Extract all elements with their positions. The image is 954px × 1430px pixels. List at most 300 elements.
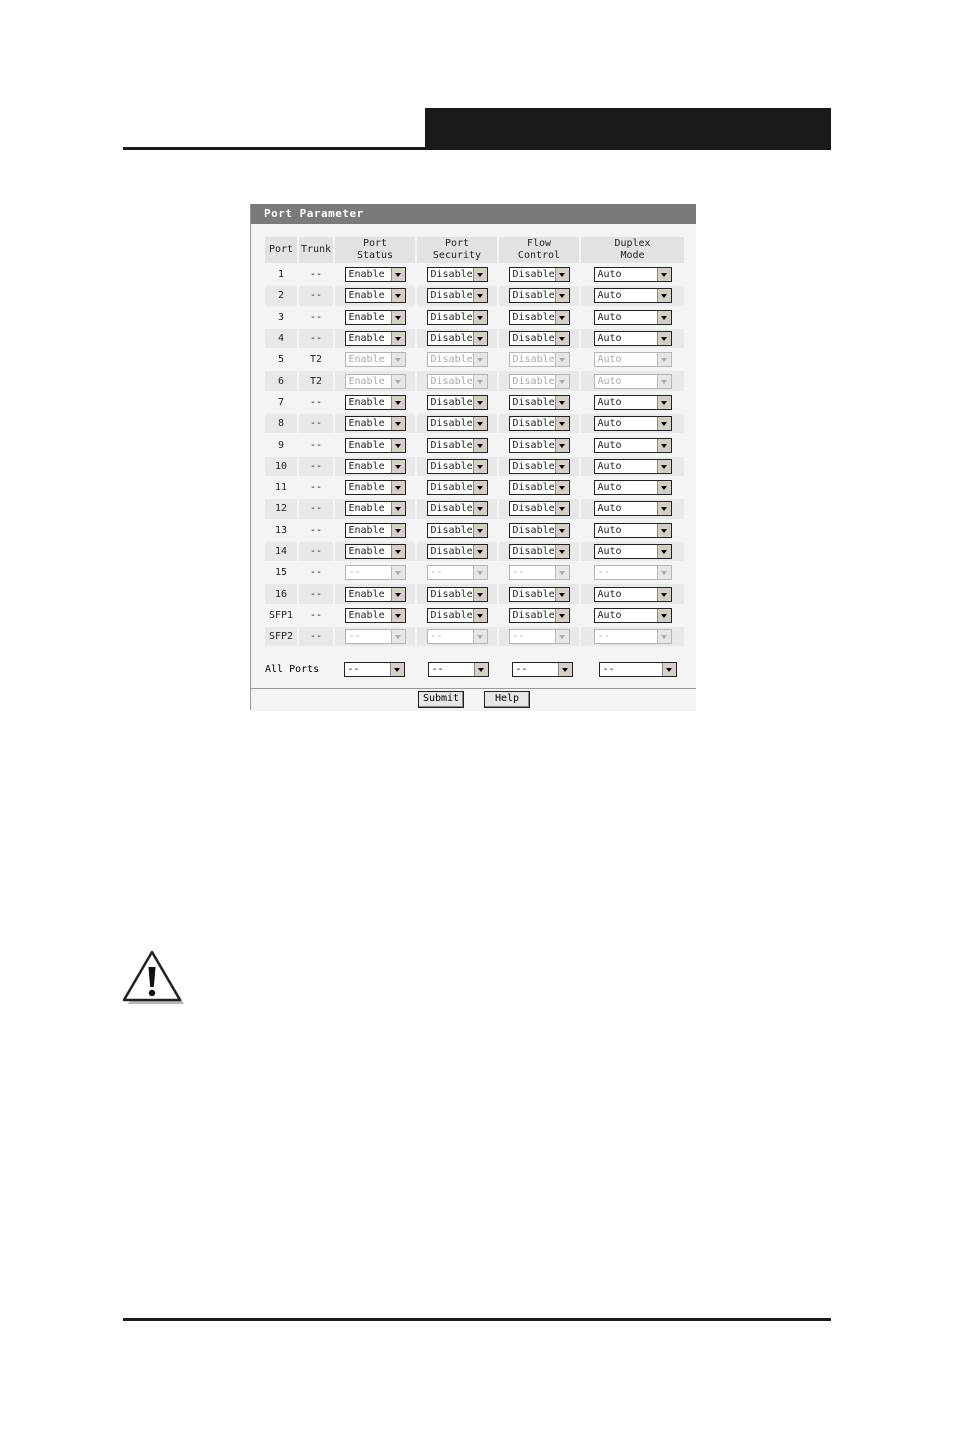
port-security-value: Disable: [430, 609, 473, 621]
port-security-value: Disable: [430, 290, 473, 302]
port-number: 2: [265, 286, 297, 305]
trunk-value: --: [309, 609, 323, 621]
header-flow-control-line1: Flow: [526, 238, 552, 249]
all-ports-duplex-value: --: [602, 664, 615, 675]
port-status-select[interactable]: [345, 608, 406, 623]
port-status-select[interactable]: [345, 267, 406, 282]
port-number: SFP2: [265, 627, 297, 646]
footer-rule: [123, 1318, 831, 1321]
port-status-select[interactable]: [345, 331, 406, 346]
trunk-value: --: [299, 457, 333, 476]
port-number: 13: [274, 524, 288, 536]
chevron-down-icon: [391, 566, 405, 579]
chevron-down-icon: [555, 289, 569, 302]
header-flow-control: [499, 237, 579, 263]
chevron-down-icon: [473, 268, 487, 281]
port-status-select[interactable]: [345, 480, 406, 495]
port-security-value: --: [430, 567, 443, 579]
header-port-status: [335, 237, 415, 263]
port-duplex-select[interactable]: [594, 608, 672, 623]
table-row: [265, 393, 684, 412]
port-status-select: [345, 629, 406, 644]
chevron-down-icon: [657, 289, 671, 302]
table-row: [265, 457, 684, 476]
port-security-select[interactable]: [427, 459, 488, 474]
chevron-down-icon: [473, 609, 487, 622]
chevron-down-icon: [391, 396, 405, 409]
port-duplex-value: Auto: [597, 311, 622, 323]
trunk-value: --: [309, 439, 323, 451]
chevron-down-icon: [657, 609, 671, 622]
chevron-down-icon: [657, 332, 671, 345]
header-port-status-line2: Status: [356, 250, 394, 261]
table-row: [265, 308, 684, 327]
all-ports-security-select[interactable]: [428, 662, 489, 677]
port-status-value: Enable: [348, 588, 385, 600]
port-duplex-select[interactable]: [594, 438, 672, 453]
port-security-select[interactable]: [427, 416, 488, 431]
table-row: [265, 499, 684, 518]
chevron-down-icon: [558, 663, 572, 676]
port-duplex-select[interactable]: [594, 523, 672, 538]
port-duplex-select[interactable]: [594, 501, 672, 516]
port-duplex-select[interactable]: [594, 416, 672, 431]
port-duplex-select: [594, 565, 672, 580]
port-status-select: [345, 374, 406, 389]
port-status-value: --: [348, 631, 361, 643]
port-duplex-value: Auto: [597, 290, 622, 302]
port-security-value: Disable: [430, 588, 473, 600]
port-flow-select[interactable]: [509, 288, 570, 303]
chevron-down-icon: [391, 481, 405, 494]
port-security-value: Disable: [430, 460, 473, 472]
port-duplex-value: Auto: [597, 588, 622, 600]
chevron-down-icon: [555, 545, 569, 558]
chevron-down-icon: [657, 502, 671, 515]
table-row: [265, 371, 684, 390]
port-security-select: [427, 629, 488, 644]
port-status-value: --: [348, 567, 361, 579]
trunk-value: --: [299, 499, 333, 518]
chevron-down-icon: [473, 630, 487, 643]
port-table: [263, 235, 686, 648]
port-status-select: [345, 352, 406, 367]
port-security-value: --: [430, 631, 443, 643]
port-flow-value: --: [512, 567, 525, 579]
port-duplex-select[interactable]: [594, 459, 672, 474]
port-duplex-select[interactable]: [594, 288, 672, 303]
chevron-down-icon: [391, 353, 405, 366]
port-security-select[interactable]: [427, 288, 488, 303]
chevron-down-icon: [657, 588, 671, 601]
chevron-down-icon: [555, 439, 569, 452]
port-flow-value: Disable: [512, 546, 555, 557]
chevron-down-icon: [473, 460, 487, 473]
port-number: 4: [265, 329, 297, 348]
chevron-down-icon: [657, 268, 671, 281]
port-status-value: Enable: [348, 333, 385, 345]
port-duplex-value: Auto: [597, 375, 622, 387]
port-duplex-value: Auto: [597, 503, 622, 515]
port-flow-value: Disable: [512, 311, 555, 323]
submit-button[interactable]: Submit: [418, 691, 464, 708]
chevron-down-icon: [555, 417, 569, 430]
port-security-value: Disable: [430, 524, 473, 536]
port-flow-select[interactable]: [509, 587, 570, 602]
port-status-select[interactable]: [345, 416, 406, 431]
table-row: [265, 350, 684, 369]
port-flow-value: Disable: [512, 396, 555, 408]
table-row: [265, 435, 684, 454]
table-row: [265, 329, 684, 348]
port-flow-value: Disable: [512, 333, 555, 345]
trunk-value: T2: [299, 371, 333, 390]
port-status-value: Enable: [348, 269, 385, 281]
port-status-value: Enable: [348, 546, 385, 557]
port-security-value: Disable: [430, 503, 473, 515]
chevron-down-icon: [473, 545, 487, 558]
chevron-down-icon: [555, 353, 569, 366]
port-status-value: Enable: [348, 460, 385, 472]
port-security-select[interactable]: [427, 608, 488, 623]
port-duplex-value: Auto: [597, 333, 622, 345]
port-status-value: Enable: [348, 354, 385, 366]
port-flow-select: [509, 629, 570, 644]
chevron-down-icon: [473, 332, 487, 345]
port-security-select[interactable]: [427, 438, 488, 453]
table-row: [265, 542, 684, 561]
port-duplex-select[interactable]: [594, 310, 672, 325]
port-duplex-select: [594, 352, 672, 367]
chevron-down-icon: [657, 375, 671, 388]
table-row: [265, 265, 684, 284]
port-security-select: [427, 565, 488, 580]
all-ports-row: [263, 659, 692, 680]
port-number: 15: [274, 567, 288, 579]
port-status-value: Enable: [348, 418, 385, 430]
port-security-select[interactable]: [427, 480, 488, 495]
port-parameter-panel: [250, 204, 696, 710]
trunk-value: --: [309, 269, 323, 281]
port-flow-value: Disable: [512, 609, 555, 621]
port-status-select[interactable]: [345, 459, 406, 474]
chevron-down-icon: [391, 268, 405, 281]
port-status-value: Enable: [348, 396, 385, 408]
port-number: 3: [277, 311, 285, 323]
port-number: 16: [265, 584, 297, 603]
port-security-select: [427, 374, 488, 389]
port-status-value: Enable: [348, 290, 385, 302]
chevron-down-icon: [657, 311, 671, 324]
port-flow-select[interactable]: [509, 480, 570, 495]
table-row: [265, 584, 684, 603]
chevron-down-icon: [657, 545, 671, 558]
port-flow-select: [509, 565, 570, 580]
port-duplex-value: Auto: [597, 460, 622, 472]
chevron-down-icon: [555, 566, 569, 579]
port-security-select[interactable]: [427, 501, 488, 516]
port-number: 14: [265, 542, 297, 561]
chevron-down-icon: [657, 630, 671, 643]
chevron-down-icon: [473, 289, 487, 302]
chevron-down-icon: [662, 663, 676, 676]
chevron-down-icon: [555, 268, 569, 281]
port-duplex-select: [594, 629, 672, 644]
all-ports-status-value: --: [347, 664, 360, 675]
trunk-value: --: [309, 482, 323, 494]
chevron-down-icon: [391, 630, 405, 643]
port-flow-select[interactable]: [509, 438, 570, 453]
port-flow-select[interactable]: [509, 416, 570, 431]
help-button[interactable]: Help: [484, 691, 530, 708]
port-flow-value: --: [512, 631, 525, 643]
port-number: 8: [265, 414, 297, 433]
port-status-select[interactable]: [345, 501, 406, 516]
table-row: [265, 521, 684, 540]
port-security-select[interactable]: [427, 587, 488, 602]
port-security-value: Disable: [430, 482, 473, 494]
port-duplex-select[interactable]: [594, 587, 672, 602]
port-duplex-value: Auto: [597, 439, 622, 451]
port-security-value: Disable: [430, 418, 473, 430]
port-duplex-value: Auto: [597, 609, 622, 621]
port-status-value: Enable: [348, 609, 385, 621]
port-duplex-value: Auto: [597, 418, 622, 430]
chevron-down-icon: [391, 375, 405, 388]
port-security-value: Disable: [430, 333, 473, 345]
port-number: 12: [265, 499, 297, 518]
port-status-select[interactable]: [345, 544, 406, 559]
port-security-value: Disable: [430, 396, 473, 408]
chevron-down-icon: [391, 289, 405, 302]
port-flow-value: Disable: [512, 460, 555, 472]
port-security-value: Disable: [430, 375, 473, 387]
port-flow-value: Disable: [512, 269, 555, 281]
port-security-select[interactable]: [427, 331, 488, 346]
chevron-down-icon: [657, 417, 671, 430]
port-status-value: Enable: [348, 375, 385, 387]
port-security-value: Disable: [430, 439, 473, 451]
port-duplex-select[interactable]: [594, 395, 672, 410]
chevron-down-icon: [555, 502, 569, 515]
port-number: 1: [277, 269, 285, 281]
port-security-select[interactable]: [427, 267, 488, 282]
port-security-select: [427, 352, 488, 367]
port-security-select[interactable]: [427, 523, 488, 538]
header-port-security: [417, 237, 497, 263]
port-number: 11: [274, 482, 288, 494]
port-status-select: [345, 565, 406, 580]
port-flow-value: Disable: [512, 375, 555, 387]
port-security-value: Disable: [430, 269, 473, 281]
chevron-down-icon: [473, 502, 487, 515]
button-bar: [251, 688, 696, 711]
header-bar: [425, 108, 831, 150]
chevron-down-icon: [473, 481, 487, 494]
all-ports-flow-value: --: [515, 664, 528, 675]
all-ports-security-value: --: [431, 664, 444, 675]
chevron-down-icon: [555, 332, 569, 345]
port-status-select[interactable]: [345, 310, 406, 325]
port-duplex-value: Auto: [597, 482, 622, 494]
port-flow-select[interactable]: [509, 501, 570, 516]
header-rule: [123, 147, 831, 150]
port-flow-value: Disable: [512, 482, 555, 494]
chevron-down-icon: [555, 375, 569, 388]
chevron-down-icon: [473, 566, 487, 579]
all-ports-duplex-select[interactable]: [599, 662, 677, 677]
chevron-down-icon: [473, 524, 487, 537]
port-status-value: Enable: [348, 439, 385, 451]
chevron-down-icon: [657, 524, 671, 537]
chevron-down-icon: [474, 663, 488, 676]
panel-title: Port Parameter: [251, 204, 696, 224]
port-security-value: Disable: [430, 311, 473, 323]
chevron-down-icon: [391, 439, 405, 452]
port-security-select[interactable]: [427, 310, 488, 325]
chevron-down-icon: [657, 481, 671, 494]
all-ports-flow-select[interactable]: [512, 662, 573, 677]
chevron-down-icon: [391, 588, 405, 601]
chevron-down-icon: [391, 417, 405, 430]
chevron-down-icon: [555, 609, 569, 622]
port-duplex-value: Auto: [597, 269, 622, 281]
port-flow-value: Disable: [512, 418, 555, 430]
header-trunk: Trunk: [299, 237, 333, 263]
trunk-value: --: [309, 567, 323, 579]
header-port-security-line2: Security: [432, 250, 482, 261]
port-duplex-value: --: [597, 567, 610, 579]
port-flow-value: Disable: [512, 588, 555, 600]
chevron-down-icon: [657, 439, 671, 452]
port-duplex-select: [594, 374, 672, 389]
chevron-down-icon: [473, 588, 487, 601]
table-row: [265, 414, 684, 433]
table-row: [265, 627, 684, 646]
chevron-down-icon: [657, 460, 671, 473]
table-row: [265, 478, 684, 497]
port-flow-select[interactable]: [509, 459, 570, 474]
port-number: 7: [277, 396, 285, 408]
port-status-select[interactable]: [345, 587, 406, 602]
port-duplex-value: Auto: [597, 354, 622, 366]
table-row: [265, 563, 684, 582]
trunk-value: --: [309, 524, 323, 536]
trunk-value: --: [299, 627, 333, 646]
trunk-value: --: [299, 329, 333, 348]
port-flow-value: Disable: [512, 439, 555, 451]
trunk-value: --: [299, 542, 333, 561]
all-ports-label: All Ports: [265, 664, 320, 675]
chevron-down-icon: [555, 481, 569, 494]
port-number: SFP1: [268, 609, 294, 621]
port-status-value: Enable: [348, 482, 385, 494]
port-flow-select[interactable]: [509, 523, 570, 538]
warning-icon: [122, 950, 186, 1006]
chevron-down-icon: [473, 439, 487, 452]
header-port: Port: [265, 237, 297, 263]
chevron-down-icon: [391, 545, 405, 558]
chevron-down-icon: [657, 353, 671, 366]
chevron-down-icon: [555, 630, 569, 643]
port-security-select[interactable]: [427, 395, 488, 410]
port-duplex-value: Auto: [597, 396, 622, 408]
header-flow-control-line2: Control: [517, 250, 561, 261]
port-flow-select: [509, 374, 570, 389]
chevron-down-icon: [391, 460, 405, 473]
chevron-down-icon: [390, 663, 404, 676]
chevron-down-icon: [473, 375, 487, 388]
chevron-down-icon: [555, 396, 569, 409]
chevron-down-icon: [391, 502, 405, 515]
port-number: 10: [265, 457, 297, 476]
chevron-down-icon: [555, 588, 569, 601]
trunk-value: --: [309, 311, 323, 323]
chevron-down-icon: [391, 332, 405, 345]
chevron-down-icon: [657, 566, 671, 579]
port-flow-select[interactable]: [509, 331, 570, 346]
header-port-status-line1: Port: [362, 238, 388, 249]
port-flow-value: Disable: [512, 503, 555, 515]
port-duplex-select[interactable]: [594, 267, 672, 282]
chevron-down-icon: [657, 396, 671, 409]
port-flow-select: [509, 352, 570, 367]
chevron-down-icon: [555, 524, 569, 537]
port-status-value: Enable: [348, 524, 385, 536]
chevron-down-icon: [473, 311, 487, 324]
trunk-value: --: [299, 584, 333, 603]
header-duplex-mode-line1: Duplex: [614, 238, 651, 249]
port-status-select[interactable]: [345, 395, 406, 410]
port-security-select[interactable]: [427, 544, 488, 559]
port-security-value: Disable: [430, 354, 473, 366]
port-status-select[interactable]: [345, 523, 406, 538]
port-duplex-value: Auto: [597, 546, 622, 557]
header-duplex-mode-line2: Mode: [620, 250, 645, 261]
port-flow-select[interactable]: [509, 310, 570, 325]
chevron-down-icon: [391, 609, 405, 622]
port-number: 6: [265, 371, 297, 390]
port-flow-select[interactable]: [509, 267, 570, 282]
trunk-value: T2: [309, 354, 323, 366]
port-status-value: Enable: [348, 503, 385, 515]
port-flow-select[interactable]: [509, 395, 570, 410]
port-status-value: Enable: [348, 311, 385, 323]
port-duplex-value: --: [597, 631, 610, 643]
port-flow-value: Disable: [512, 354, 555, 366]
table-row: [265, 606, 684, 625]
port-security-value: Disable: [430, 546, 473, 557]
port-duplex-value: Auto: [597, 524, 622, 536]
port-duplex-select[interactable]: [594, 331, 672, 346]
port-duplex-select[interactable]: [594, 544, 672, 559]
port-status-select[interactable]: [345, 438, 406, 453]
port-flow-select[interactable]: [509, 608, 570, 623]
trunk-value: --: [299, 414, 333, 433]
table-row: [265, 286, 684, 305]
chevron-down-icon: [555, 311, 569, 324]
all-ports-status-select[interactable]: [344, 662, 405, 677]
chevron-down-icon: [391, 524, 405, 537]
port-duplex-select[interactable]: [594, 480, 672, 495]
chevron-down-icon: [473, 417, 487, 430]
header-port-security-line1: Port: [444, 238, 470, 249]
port-flow-select[interactable]: [509, 544, 570, 559]
port-status-select[interactable]: [345, 288, 406, 303]
trunk-value: --: [309, 396, 323, 408]
trunk-value: --: [299, 286, 333, 305]
header-duplex-mode: [581, 237, 684, 263]
